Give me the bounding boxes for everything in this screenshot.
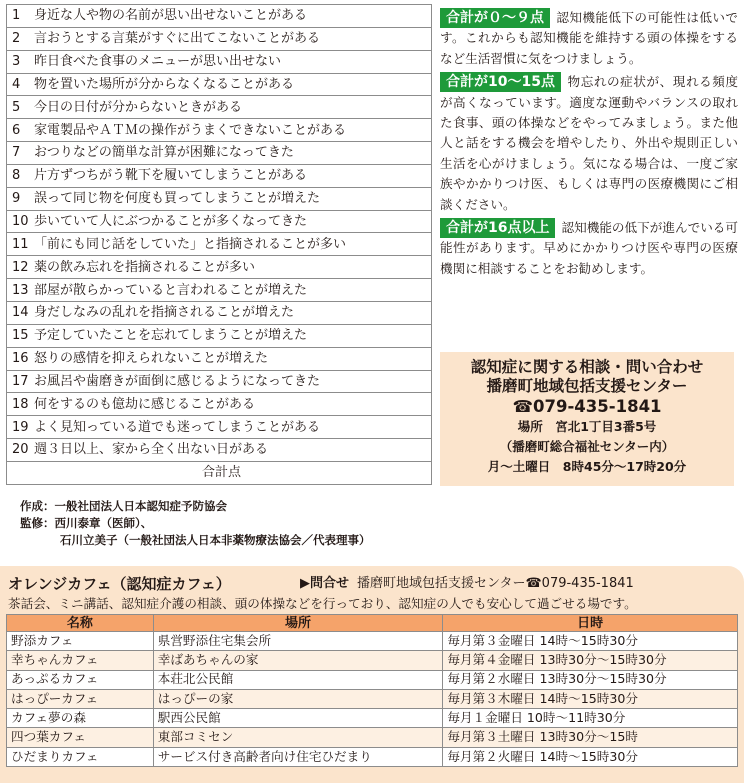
checklist-item-number: 8 xyxy=(12,168,21,184)
cafe-place-cell: 県営野添住宅集会所 xyxy=(153,632,443,651)
checklist-item xyxy=(7,233,432,256)
cafe-table-header xyxy=(7,615,738,632)
checklist-row xyxy=(7,142,432,165)
checklist-item-number: 1 xyxy=(12,8,21,24)
checklist-item-text: 週３日以上、家から全く出ない日がある xyxy=(34,442,269,458)
credit-author: 作成：一般社団法人日本認知症予防協会 xyxy=(20,499,227,513)
cafe-name-cell: 幸ちゃんカフェ xyxy=(7,651,154,670)
checklist-item-text: 歩いていて人にぶつかることが多くなってきた xyxy=(34,214,308,230)
checklist-item-text: 予定していたことを忘れてしまうことが増えた xyxy=(34,328,308,344)
cafe-time-cell: 毎月第２水曜日 13時30分～15時30分 xyxy=(443,670,738,689)
checklist-item-number: 19 xyxy=(12,419,29,435)
cafe-contact xyxy=(300,576,634,592)
checklist-item xyxy=(7,142,432,165)
score-badge-mid: 合計が10～15点 xyxy=(440,72,561,92)
cafe-time-cell: 毎月第３金曜日 14時～15時30分 xyxy=(443,632,738,651)
checklist-item-number: 11 xyxy=(12,236,29,252)
cafe-table xyxy=(6,614,738,767)
checklist-item xyxy=(7,96,432,119)
checklist-item xyxy=(7,5,432,28)
checklist-item-text: 怒りの感情を抑えられないことが増えた xyxy=(34,351,269,367)
checklist-item xyxy=(7,73,432,96)
checklist-row xyxy=(7,324,432,347)
checklist-row xyxy=(7,256,432,279)
score-block-mid xyxy=(440,72,738,215)
orange-cafe-panel xyxy=(0,566,744,783)
consult-center-name: 播磨町地域包括支援センター xyxy=(486,377,688,395)
checklist-row xyxy=(7,119,432,142)
cafe-table-body xyxy=(7,632,738,767)
cafe-name-cell: はっぴーカフェ xyxy=(7,689,154,708)
cafe-time-cell: 毎月第４金曜日 13時30分～15時30分 xyxy=(443,651,738,670)
checklist-item xyxy=(7,347,432,370)
checklist-item-text: 昨日食べた食事のメニューが思い出せない xyxy=(34,54,282,70)
checklist-item xyxy=(7,301,432,324)
checklist-item-number: 17 xyxy=(12,373,29,389)
checklist-item-text: 身だしなみの乱れを指摘されることが増えた xyxy=(34,305,295,321)
checklist-row xyxy=(7,50,432,73)
checklist-total-row xyxy=(7,461,432,484)
checklist-item-number: 12 xyxy=(12,259,29,275)
checklist-item xyxy=(7,256,432,279)
checklist-item-text: 身近な人や物の名前が思い出せないことがある xyxy=(34,8,308,24)
checklist-row xyxy=(7,370,432,393)
checklist-item-number: 6 xyxy=(12,122,21,138)
checklist-row xyxy=(7,27,432,50)
cafe-row xyxy=(7,670,738,689)
checklist-item-number: 3 xyxy=(12,54,21,70)
checklist-item-text: 物を置いた場所が分からなくなることがある xyxy=(34,76,295,92)
score-explanations xyxy=(440,8,738,282)
cafe-place-cell: 駅西公民館 xyxy=(153,709,443,728)
checklist-row xyxy=(7,96,432,119)
score-badge-low: 合計が０～９点 xyxy=(440,8,550,28)
checklist-item-number: 13 xyxy=(12,282,29,298)
checklist-body xyxy=(7,5,432,485)
cafe-row xyxy=(7,747,738,766)
checklist-item-number: 15 xyxy=(12,328,29,344)
cafe-place-cell: 東部コミセン xyxy=(153,728,443,747)
cafe-name-cell: ひだまりカフェ xyxy=(7,747,154,766)
checklist-row xyxy=(7,416,432,439)
cafe-time-cell: 毎月第３土曜日 13時30分～15時 xyxy=(443,728,738,747)
score-badge-high: 合計が16点以上 xyxy=(440,218,555,238)
score-block-low xyxy=(440,8,738,69)
score-text-low: 認知機能低下の可能性は低いです。これからも認知機能を維持する頭の体操をするなど生活習慣に気をつけましょう。 xyxy=(440,10,738,66)
checklist-item-number: 7 xyxy=(12,145,21,161)
cafe-name-cell: 野添カフェ xyxy=(7,632,154,651)
checklist-item-number: 4 xyxy=(12,76,21,92)
header-place: 場所 xyxy=(153,615,443,632)
checklist-item-text: 言おうとする言葉がすぐに出てこないことがある xyxy=(34,31,321,47)
checklist-item xyxy=(7,393,432,416)
checklist-row xyxy=(7,233,432,256)
consult-hours: 月～土曜日 8時45分～17時20分 xyxy=(487,459,687,474)
score-text-high: 認知機能の低下が進んでいる可能性があります。早めにかかりつけ医や専門の医療機関に相談することをお勧めします。 xyxy=(440,220,738,276)
checklist-table xyxy=(6,4,432,485)
cafe-row xyxy=(7,689,738,708)
checklist-row xyxy=(7,393,432,416)
checklist-item-text: お風呂や歯磨きが面倒に感じるようになってきた xyxy=(34,373,321,389)
consult-place: 場所 宮北1丁目3番5号 xyxy=(517,419,657,434)
consult-place-note: （播磨町総合福祉センター内） xyxy=(499,439,675,454)
checklist-item xyxy=(7,119,432,142)
cafe-place-cell: 本荘北公民館 xyxy=(153,670,443,689)
checklist-item xyxy=(7,370,432,393)
checklist-item-text: 誤って同じ物を何度も買ってしまうことが増えた xyxy=(34,191,321,207)
checklist-item-text: 片方ずつちがう靴下を履いてしまうことがある xyxy=(34,168,308,184)
checklist-item xyxy=(7,164,432,187)
checklist-item xyxy=(7,210,432,233)
checklist-row xyxy=(7,73,432,96)
checklist-row xyxy=(7,164,432,187)
consultation-box xyxy=(440,352,734,486)
checklist-item xyxy=(7,279,432,302)
cafe-place-cell: サービス付き高齢者向け住宅ひだまり xyxy=(153,747,443,766)
cafe-title: オレンジカフェ（認知症カフェ） xyxy=(8,575,231,593)
checklist-item-number: 2 xyxy=(12,31,21,47)
checklist-item xyxy=(7,187,432,210)
checklist-total-label: 合計点 xyxy=(7,461,432,484)
checklist-item-text: 薬の飲み忘れを指摘されることが多い xyxy=(34,259,256,275)
checklist-item-number: 9 xyxy=(12,191,21,207)
cafe-place-cell: はっぴーの家 xyxy=(153,689,443,708)
checklist-item-number: 14 xyxy=(12,305,29,321)
checklist-item xyxy=(7,439,432,462)
score-text-mid: 物忘れの症状が、現れる頻度が高くなっています。適度な運動やバランスの取れた食事、頭の体操などをやってみましょう。また他人と話をする機会を増やしたり、外出や規則正しい生活を心がけましょう。気になる場合は、一度ご家族やかかりつけ医、もしくは専門の医療機関にご相談ください。 xyxy=(440,74,738,212)
checklist-row xyxy=(7,347,432,370)
cafe-place-cell: 幸ばあちゃんの家 xyxy=(153,651,443,670)
consult-phone: ☎079-435-1841 xyxy=(512,397,662,416)
cafe-description: 茶話会、ミニ講話、認知症介護の相談、頭の体操などを行っており、認知症の人でも安心して過ごせる場です。 xyxy=(8,596,637,611)
cafe-row xyxy=(7,709,738,728)
checklist-item-text: 何をするのも億劫に感じることがある xyxy=(34,396,256,412)
credit-supervisor-2: 石川立美子（一般社団法人日本非薬物療法協会／代表理事） xyxy=(60,533,371,547)
header-time: 日時 xyxy=(443,615,738,632)
cafe-time-cell: 毎月第３木曜日 14時～15時30分 xyxy=(443,689,738,708)
cafe-name-cell: カフェ夢の森 xyxy=(7,709,154,728)
checklist-item xyxy=(7,27,432,50)
credit-supervisor: 監修：西川泰章（医師）、 xyxy=(20,516,153,530)
checklist-row xyxy=(7,5,432,28)
cafe-time-cell: 毎月第２火曜日 14時～15時30分 xyxy=(443,747,738,766)
consult-title: 認知症に関する相談・問い合わせ xyxy=(470,358,704,376)
checklist-row xyxy=(7,439,432,462)
checklist-item xyxy=(7,416,432,439)
cafe-time-cell: 毎月１金曜日 10時～11時30分 xyxy=(443,709,738,728)
checklist-item-text: 「前にも同じ話をしていた」と指摘されることが多い xyxy=(34,236,347,252)
credits xyxy=(20,498,371,549)
checklist-item-number: 5 xyxy=(12,99,21,115)
checklist-item-text: おつりなどの簡単な計算が困難になってきた xyxy=(34,145,294,161)
cafe-name-cell: あっぷるカフェ xyxy=(7,670,154,689)
cafe-contact-text: 播磨町地域包括支援センター☎079-435-1841 xyxy=(357,576,634,591)
checklist-row xyxy=(7,301,432,324)
checklist-item-number: 10 xyxy=(12,214,29,230)
checklist-item-text: 今日の日付が分からないときがある xyxy=(34,99,243,115)
checklist-item xyxy=(7,324,432,347)
cafe-name-cell: 四つ葉カフェ xyxy=(7,728,154,747)
checklist-item-number: 16 xyxy=(12,351,29,367)
cafe-contact-label: ▶問合せ xyxy=(300,576,349,591)
header-name: 名称 xyxy=(7,615,154,632)
checklist-row xyxy=(7,279,432,302)
checklist-item-number: 18 xyxy=(12,396,29,412)
checklist-item-text: よく見知っている道でも迷ってしまうことがある xyxy=(34,419,321,435)
checklist-item xyxy=(7,50,432,73)
checklist-row xyxy=(7,187,432,210)
cafe-row xyxy=(7,632,738,651)
checklist-row xyxy=(7,210,432,233)
checklist-item-number: 20 xyxy=(12,442,29,458)
checklist-item-text: 家電製品やＡＴＭの操作がうまくできないことがある xyxy=(34,122,347,138)
cafe-row xyxy=(7,651,738,670)
checklist-item-text: 部屋が散らかっていると言われることが増えた xyxy=(34,282,308,298)
score-block-high xyxy=(440,218,738,279)
cafe-row xyxy=(7,728,738,747)
